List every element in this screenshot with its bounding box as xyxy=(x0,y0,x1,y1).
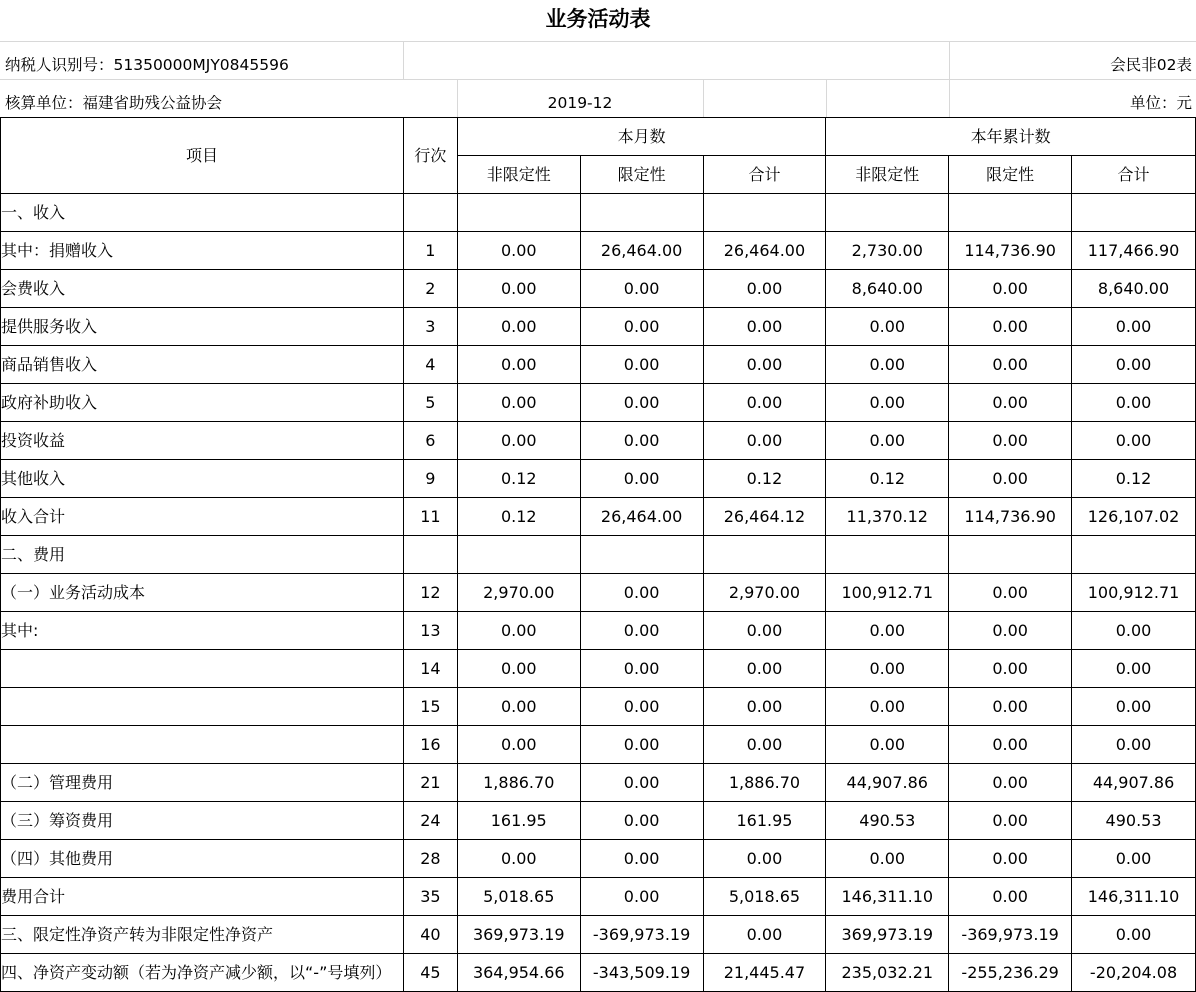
header-current-month: 本月数 xyxy=(457,118,826,156)
table-row xyxy=(1,650,1196,688)
value-cell: 490.53 xyxy=(826,802,949,840)
row-item-label: （二）管理费用 xyxy=(1,764,404,802)
value-cell: 0.12 xyxy=(457,460,580,498)
value-cell: 21,445.47 xyxy=(703,954,826,992)
value-cell: 0.00 xyxy=(580,422,703,460)
value-cell: 0.00 xyxy=(580,346,703,384)
row-line-no: 28 xyxy=(403,840,457,878)
value-cell: 0.00 xyxy=(949,270,1072,308)
value-cell: 100,912.71 xyxy=(1072,574,1196,612)
row-line-no: 13 xyxy=(403,612,457,650)
value-cell: 0.00 xyxy=(826,422,949,460)
value-cell: 0.00 xyxy=(949,612,1072,650)
table-row xyxy=(1,612,1196,650)
value-cell: 0.00 xyxy=(949,384,1072,422)
table-row xyxy=(1,536,1196,574)
value-cell: 0.00 xyxy=(580,574,703,612)
table-row xyxy=(1,764,1196,802)
value-cell: 0.00 xyxy=(1072,650,1196,688)
row-item-label: 一、收入 xyxy=(1,194,404,232)
value-cell xyxy=(1072,536,1196,574)
value-cell: -343,509.19 xyxy=(580,954,703,992)
value-cell: 0.00 xyxy=(457,232,580,270)
table-row xyxy=(1,688,1196,726)
value-cell: 0.00 xyxy=(457,346,580,384)
value-cell: 0.00 xyxy=(580,688,703,726)
row-line-no: 40 xyxy=(403,916,457,954)
value-cell xyxy=(949,536,1072,574)
table-row xyxy=(1,422,1196,460)
table-row xyxy=(1,308,1196,346)
table-row xyxy=(1,270,1196,308)
value-cell: 114,736.90 xyxy=(949,232,1072,270)
gridline xyxy=(703,79,704,117)
row-line-no: 3 xyxy=(403,308,457,346)
table-row xyxy=(1,232,1196,270)
value-cell: 0.00 xyxy=(457,688,580,726)
value-cell: 0.00 xyxy=(826,650,949,688)
report-title: 业务活动表 xyxy=(545,7,651,31)
row-item-label: 二、费用 xyxy=(1,536,404,574)
value-cell: 0.00 xyxy=(703,612,826,650)
value-cell xyxy=(703,194,826,232)
row-item-label: 商品销售收入 xyxy=(1,346,404,384)
subheader-cell: 合计 xyxy=(1072,156,1196,194)
value-cell xyxy=(457,536,580,574)
value-cell: 26,464.12 xyxy=(703,498,826,536)
value-cell: 0.00 xyxy=(826,840,949,878)
table-row xyxy=(1,726,1196,764)
gridline xyxy=(826,79,827,117)
value-cell: 1,886.70 xyxy=(703,764,826,802)
header-row xyxy=(1,118,1196,156)
value-cell: 490.53 xyxy=(1072,802,1196,840)
value-cell: 5,018.65 xyxy=(703,878,826,916)
value-cell xyxy=(580,194,703,232)
value-cell: 126,107.02 xyxy=(1072,498,1196,536)
row-item-label: 提供服务收入 xyxy=(1,308,404,346)
value-cell: 2,730.00 xyxy=(826,232,949,270)
value-cell: 235,032.21 xyxy=(826,954,949,992)
value-cell: 100,912.71 xyxy=(826,574,949,612)
row-item-label: 其中: xyxy=(1,612,404,650)
value-cell: 0.12 xyxy=(703,460,826,498)
row-line-no: 2 xyxy=(403,270,457,308)
value-cell xyxy=(826,536,949,574)
table-row xyxy=(1,840,1196,878)
table-row xyxy=(1,346,1196,384)
value-cell: 0.00 xyxy=(580,764,703,802)
value-cell: 0.00 xyxy=(703,650,826,688)
value-cell: 0.00 xyxy=(949,878,1072,916)
value-cell: 114,736.90 xyxy=(949,498,1072,536)
table-row xyxy=(1,384,1196,422)
value-cell: 11,370.12 xyxy=(826,498,949,536)
value-cell: 0.00 xyxy=(949,422,1072,460)
value-cell: 0.00 xyxy=(1072,612,1196,650)
row-line-no: 21 xyxy=(403,764,457,802)
value-cell: 0.00 xyxy=(949,346,1072,384)
value-cell: 0.00 xyxy=(703,346,826,384)
value-cell: 26,464.00 xyxy=(703,232,826,270)
value-cell: 146,311.10 xyxy=(1072,878,1196,916)
table-row xyxy=(1,916,1196,954)
header-ytd: 本年累计数 xyxy=(826,118,1196,156)
row-item-label: （一）业务活动成本 xyxy=(1,574,404,612)
value-cell: 0.00 xyxy=(949,764,1072,802)
value-cell: -369,973.19 xyxy=(949,916,1072,954)
value-cell: 0.00 xyxy=(703,726,826,764)
value-cell: 0.00 xyxy=(1072,422,1196,460)
value-cell: 0.00 xyxy=(1072,346,1196,384)
subheader-cell: 非限定性 xyxy=(826,156,949,194)
form-code: 会民非02表 xyxy=(1110,56,1192,74)
value-cell: 0.00 xyxy=(1072,688,1196,726)
table-row xyxy=(1,954,1196,992)
value-cell: 0.00 xyxy=(580,802,703,840)
value-cell: 0.00 xyxy=(457,422,580,460)
value-cell: 0.00 xyxy=(580,840,703,878)
row-line-no: 9 xyxy=(403,460,457,498)
value-cell: 0.00 xyxy=(826,688,949,726)
subheader-cell: 非限定性 xyxy=(457,156,580,194)
value-cell: 0.00 xyxy=(457,650,580,688)
gridline xyxy=(403,41,404,79)
value-cell: 0.00 xyxy=(949,802,1072,840)
table-row xyxy=(1,194,1196,232)
value-cell: 0.00 xyxy=(703,688,826,726)
value-cell: 0.00 xyxy=(457,612,580,650)
table-row xyxy=(1,878,1196,916)
value-cell: 26,464.00 xyxy=(580,232,703,270)
value-cell: 5,018.65 xyxy=(457,878,580,916)
value-cell: 0.00 xyxy=(457,726,580,764)
value-cell: 0.00 xyxy=(457,384,580,422)
value-cell: 0.00 xyxy=(703,916,826,954)
row-item-label: 收入合计 xyxy=(1,498,404,536)
value-cell: 0.00 xyxy=(580,308,703,346)
value-cell: 369,973.19 xyxy=(826,916,949,954)
row-item-label: （四）其他费用 xyxy=(1,840,404,878)
value-cell: 0.00 xyxy=(580,726,703,764)
row-item-label: 会费收入 xyxy=(1,270,404,308)
row-line-no xyxy=(403,536,457,574)
row-item-label xyxy=(1,726,404,764)
value-cell: 0.12 xyxy=(1072,460,1196,498)
row-item-label: 投资收益 xyxy=(1,422,404,460)
row-line-no xyxy=(403,194,457,232)
row-item-label: 政府补助收入 xyxy=(1,384,404,422)
value-cell: 0.00 xyxy=(949,308,1072,346)
value-cell: 44,907.86 xyxy=(1072,764,1196,802)
value-cell: 0.00 xyxy=(703,270,826,308)
value-cell: 0.00 xyxy=(1072,384,1196,422)
value-cell: 0.00 xyxy=(703,308,826,346)
activity-table xyxy=(0,117,1196,992)
row-line-no: 15 xyxy=(403,688,457,726)
value-cell: 117,466.90 xyxy=(1072,232,1196,270)
value-cell: 0.00 xyxy=(580,384,703,422)
accounting-unit: 核算单位：福建省助残公益协会 xyxy=(5,94,223,112)
table-row xyxy=(1,498,1196,536)
value-cell: 0.00 xyxy=(826,346,949,384)
value-cell xyxy=(1072,194,1196,232)
row-item-label xyxy=(1,650,404,688)
value-cell: 364,954.66 xyxy=(457,954,580,992)
currency-unit: 单位：元 xyxy=(1129,94,1192,112)
table-row xyxy=(1,574,1196,612)
row-item-label: （三）筹资费用 xyxy=(1,802,404,840)
value-cell: 8,640.00 xyxy=(826,270,949,308)
value-cell: 0.00 xyxy=(457,270,580,308)
value-cell: 146,311.10 xyxy=(826,878,949,916)
value-cell: 0.00 xyxy=(457,840,580,878)
value-cell: 0.00 xyxy=(703,840,826,878)
value-cell: 8,640.00 xyxy=(1072,270,1196,308)
value-cell: 0.00 xyxy=(826,308,949,346)
value-cell: 369,973.19 xyxy=(457,916,580,954)
value-cell: 0.12 xyxy=(826,460,949,498)
row-line-no: 45 xyxy=(403,954,457,992)
value-cell: 0.00 xyxy=(949,840,1072,878)
row-line-no: 35 xyxy=(403,878,457,916)
value-cell: 0.00 xyxy=(826,384,949,422)
value-cell: 161.95 xyxy=(457,802,580,840)
value-cell: 0.00 xyxy=(1072,916,1196,954)
gridline xyxy=(0,41,1196,42)
value-cell: 1,886.70 xyxy=(457,764,580,802)
value-cell: 2,970.00 xyxy=(703,574,826,612)
value-cell: 0.00 xyxy=(949,574,1072,612)
row-line-no: 14 xyxy=(403,650,457,688)
value-cell: -255,236.29 xyxy=(949,954,1072,992)
value-cell: 26,464.00 xyxy=(580,498,703,536)
row-item-label: 三、限定性净资产转为非限定性净资产 xyxy=(1,916,404,954)
value-cell: 0.00 xyxy=(580,650,703,688)
value-cell: -369,973.19 xyxy=(580,916,703,954)
table-row xyxy=(1,802,1196,840)
value-cell: 0.00 xyxy=(949,688,1072,726)
row-item-label: 四、净资产变动额（若为净资产减少额，以“-”号填列） xyxy=(1,954,404,992)
value-cell: 0.00 xyxy=(1072,726,1196,764)
value-cell: 0.00 xyxy=(949,726,1072,764)
value-cell: 0.00 xyxy=(826,726,949,764)
row-item-label: 其他收入 xyxy=(1,460,404,498)
value-cell: 0.00 xyxy=(1072,840,1196,878)
value-cell: 0.00 xyxy=(949,460,1072,498)
subheader-cell: 合计 xyxy=(703,156,826,194)
taxpayer-id: 纳税人识别号：51350000MJY0845596 xyxy=(5,56,289,74)
header-item: 项目 xyxy=(1,118,404,194)
value-cell xyxy=(703,536,826,574)
value-cell: 44,907.86 xyxy=(826,764,949,802)
row-line-no: 6 xyxy=(403,422,457,460)
row-item-label xyxy=(1,688,404,726)
value-cell: 0.00 xyxy=(1072,308,1196,346)
row-line-no: 11 xyxy=(403,498,457,536)
value-cell: 0.00 xyxy=(580,612,703,650)
value-cell xyxy=(826,194,949,232)
value-cell: 2,970.00 xyxy=(457,574,580,612)
subheader-cell: 限定性 xyxy=(949,156,1072,194)
table-row xyxy=(1,460,1196,498)
value-cell: 0.00 xyxy=(703,422,826,460)
value-cell xyxy=(949,194,1072,232)
row-line-no: 1 xyxy=(403,232,457,270)
value-cell: 0.00 xyxy=(580,460,703,498)
row-item-label: 其中：捐赠收入 xyxy=(1,232,404,270)
row-item-label: 费用合计 xyxy=(1,878,404,916)
subheader-cell: 限定性 xyxy=(580,156,703,194)
value-cell: 0.00 xyxy=(457,308,580,346)
value-cell: 0.00 xyxy=(580,270,703,308)
value-cell: 0.00 xyxy=(949,650,1072,688)
value-cell: 161.95 xyxy=(703,802,826,840)
value-cell xyxy=(580,536,703,574)
row-line-no: 12 xyxy=(403,574,457,612)
row-line-no: 5 xyxy=(403,384,457,422)
value-cell: 0.12 xyxy=(457,498,580,536)
row-line-no: 16 xyxy=(403,726,457,764)
row-line-no: 4 xyxy=(403,346,457,384)
value-cell: 0.00 xyxy=(703,384,826,422)
value-cell xyxy=(457,194,580,232)
row-line-no: 24 xyxy=(403,802,457,840)
report-period: 2019-12 xyxy=(547,94,613,112)
header-line-no: 行次 xyxy=(403,118,457,194)
gridline xyxy=(949,41,950,117)
value-cell: -20,204.08 xyxy=(1072,954,1196,992)
value-cell: 0.00 xyxy=(826,612,949,650)
value-cell: 0.00 xyxy=(580,878,703,916)
